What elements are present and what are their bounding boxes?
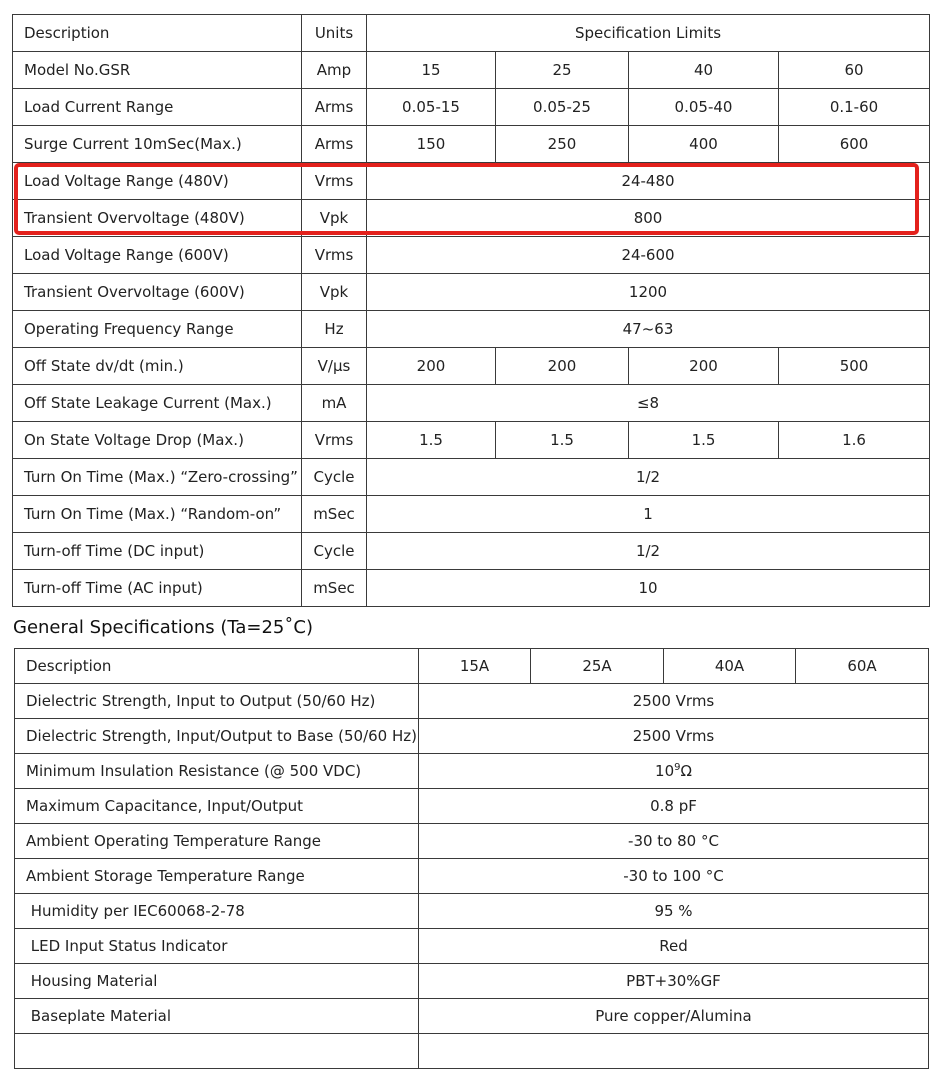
general-label: LED Input Status Indicator	[15, 929, 419, 964]
general-label: Housing Material	[15, 964, 419, 999]
spec-value: 400	[629, 126, 779, 163]
spec-value: 1.5	[367, 422, 496, 459]
spec-value: 15	[367, 52, 496, 89]
spec-unit: V/μs	[302, 348, 367, 385]
general-row	[15, 929, 929, 964]
general-value: PBT+30%GF	[419, 964, 929, 999]
spec-header-units: Units	[302, 15, 367, 52]
general-row	[15, 824, 929, 859]
value-exponent: 9	[674, 762, 681, 773]
general-row	[15, 754, 929, 789]
spec-row	[13, 274, 930, 311]
spec-label: Load Voltage Range (600V)	[13, 237, 302, 274]
spec-row	[13, 533, 930, 570]
general-value: -30 to 80 °C	[419, 824, 929, 859]
spec-value: ≤8	[367, 385, 930, 422]
spec-row	[13, 200, 930, 237]
general-row	[15, 684, 929, 719]
general-label: Maximum Capacitance, Input/Output	[15, 789, 419, 824]
spec-row	[13, 89, 930, 126]
spec-row	[13, 459, 930, 496]
spec-row	[13, 126, 930, 163]
spec-row	[13, 348, 930, 385]
spec-value: 1	[367, 496, 930, 533]
spec-row	[13, 422, 930, 459]
general-value: 2500 Vrms	[419, 719, 929, 754]
value-base: 10	[655, 762, 675, 780]
general-value: -30 to 100 °C	[419, 859, 929, 894]
spec-value: 1200	[367, 274, 930, 311]
general-row	[15, 859, 929, 894]
spec-value: 200	[629, 348, 779, 385]
spec-unit: Vpk	[302, 274, 367, 311]
specification-table	[12, 14, 930, 607]
general-value: 2500 Vrms	[419, 684, 929, 719]
general-specifications-table-body	[15, 649, 929, 1069]
spec-unit: Vrms	[302, 422, 367, 459]
spec-unit: Arms	[302, 89, 367, 126]
spec-row	[13, 311, 930, 348]
spec-value: 47~63	[367, 311, 930, 348]
general-label: Minimum Insulation Resistance (@ 500 VDC)	[15, 754, 419, 789]
spec-unit: mA	[302, 385, 367, 422]
spec-unit: Vpk	[302, 200, 367, 237]
general-row	[15, 964, 929, 999]
general-label	[15, 1034, 419, 1069]
general-label: Dielectric Strength, Input to Output (50/60 Hz)	[15, 684, 419, 719]
spec-value: 0.05-15	[367, 89, 496, 126]
general-label: Humidity per IEC60068-2-78	[15, 894, 419, 929]
spec-value: 10	[367, 570, 930, 607]
spec-unit: Amp	[302, 52, 367, 89]
spec-unit: Vrms	[302, 163, 367, 200]
spec-header-description: Description	[13, 15, 302, 52]
spec-row	[13, 570, 930, 607]
spec-value: 200	[496, 348, 629, 385]
value-unit: Ω	[680, 762, 692, 780]
spec-label: Transient Overvoltage (600V)	[13, 274, 302, 311]
general-specifications-title: General Specifications (Ta=25˚C)	[13, 617, 313, 638]
spec-value: 40	[629, 52, 779, 89]
general-label: Ambient Storage Temperature Range	[15, 859, 419, 894]
spec-value: 24-600	[367, 237, 930, 274]
spec-value: 0.05-40	[629, 89, 779, 126]
general-header-col: 60A	[796, 649, 929, 684]
spec-value: 24-480	[367, 163, 930, 200]
spec-value: 500	[779, 348, 930, 385]
spec-label: Model No.GSR	[13, 52, 302, 89]
spec-value: 250	[496, 126, 629, 163]
spec-row	[13, 385, 930, 422]
spec-value: 800	[367, 200, 930, 237]
spec-header-limits: Specification Limits	[367, 15, 930, 52]
spec-label: Off State dv/dt (min.)	[13, 348, 302, 385]
general-label: Baseplate Material	[15, 999, 419, 1034]
spec-value: 150	[367, 126, 496, 163]
spec-label: Operating Frequency Range	[13, 311, 302, 348]
spec-label: Load Current Range	[13, 89, 302, 126]
general-header-col: 25A	[531, 649, 664, 684]
specification-table-body	[13, 15, 930, 607]
general-row	[15, 789, 929, 824]
spec-value: 0.1-60	[779, 89, 930, 126]
general-specifications-table	[14, 648, 929, 1069]
spec-value: 1.5	[496, 422, 629, 459]
spec-row	[13, 237, 930, 274]
spec-row	[13, 496, 930, 533]
spec-label: On State Voltage Drop (Max.)	[13, 422, 302, 459]
general-row-cutoff	[15, 1034, 929, 1069]
spec-unit: Cycle	[302, 533, 367, 570]
general-value: 0.8 pF	[419, 789, 929, 824]
spec-unit: mSec	[302, 570, 367, 607]
spec-unit: mSec	[302, 496, 367, 533]
spec-label: Turn On Time (Max.) “Random-on”	[13, 496, 302, 533]
general-row	[15, 719, 929, 754]
general-header-col: 15A	[419, 649, 531, 684]
spec-value: 1/2	[367, 459, 930, 496]
spec-unit: Hz	[302, 311, 367, 348]
general-value: 95 %	[419, 894, 929, 929]
general-label: Ambient Operating Temperature Range	[15, 824, 419, 859]
spec-label: Transient Overvoltage (480V)	[13, 200, 302, 237]
general-value: Pure copper/Alumina	[419, 999, 929, 1034]
general-header-col: 40A	[664, 649, 796, 684]
spec-row	[13, 163, 930, 200]
general-value	[419, 754, 929, 789]
general-row	[15, 894, 929, 929]
general-row	[15, 999, 929, 1034]
spec-value: 60	[779, 52, 930, 89]
general-value: Red	[419, 929, 929, 964]
spec-label: Load Voltage Range (480V)	[13, 163, 302, 200]
spec-label: Surge Current 10mSec(Max.)	[13, 126, 302, 163]
spec-label: Turn On Time (Max.) “Zero-crossing”	[13, 459, 302, 496]
spec-unit: Arms	[302, 126, 367, 163]
spec-value: 25	[496, 52, 629, 89]
spec-label: Off State Leakage Current (Max.)	[13, 385, 302, 422]
spec-label: Turn-off Time (AC input)	[13, 570, 302, 607]
general-value	[419, 1034, 929, 1069]
spec-row	[13, 52, 930, 89]
spec-value: 1.5	[629, 422, 779, 459]
general-label: Dielectric Strength, Input/Output to Base (50/60 Hz)	[15, 719, 419, 754]
spec-value: 200	[367, 348, 496, 385]
spec-header-row	[13, 15, 930, 52]
spec-value: 1/2	[367, 533, 930, 570]
spec-unit: Vrms	[302, 237, 367, 274]
general-header-row	[15, 649, 929, 684]
general-header-description: Description	[15, 649, 419, 684]
spec-value: 1.6	[779, 422, 930, 459]
spec-label: Turn-off Time (DC input)	[13, 533, 302, 570]
spec-value: 0.05-25	[496, 89, 629, 126]
spec-value: 600	[779, 126, 930, 163]
spec-unit: Cycle	[302, 459, 367, 496]
